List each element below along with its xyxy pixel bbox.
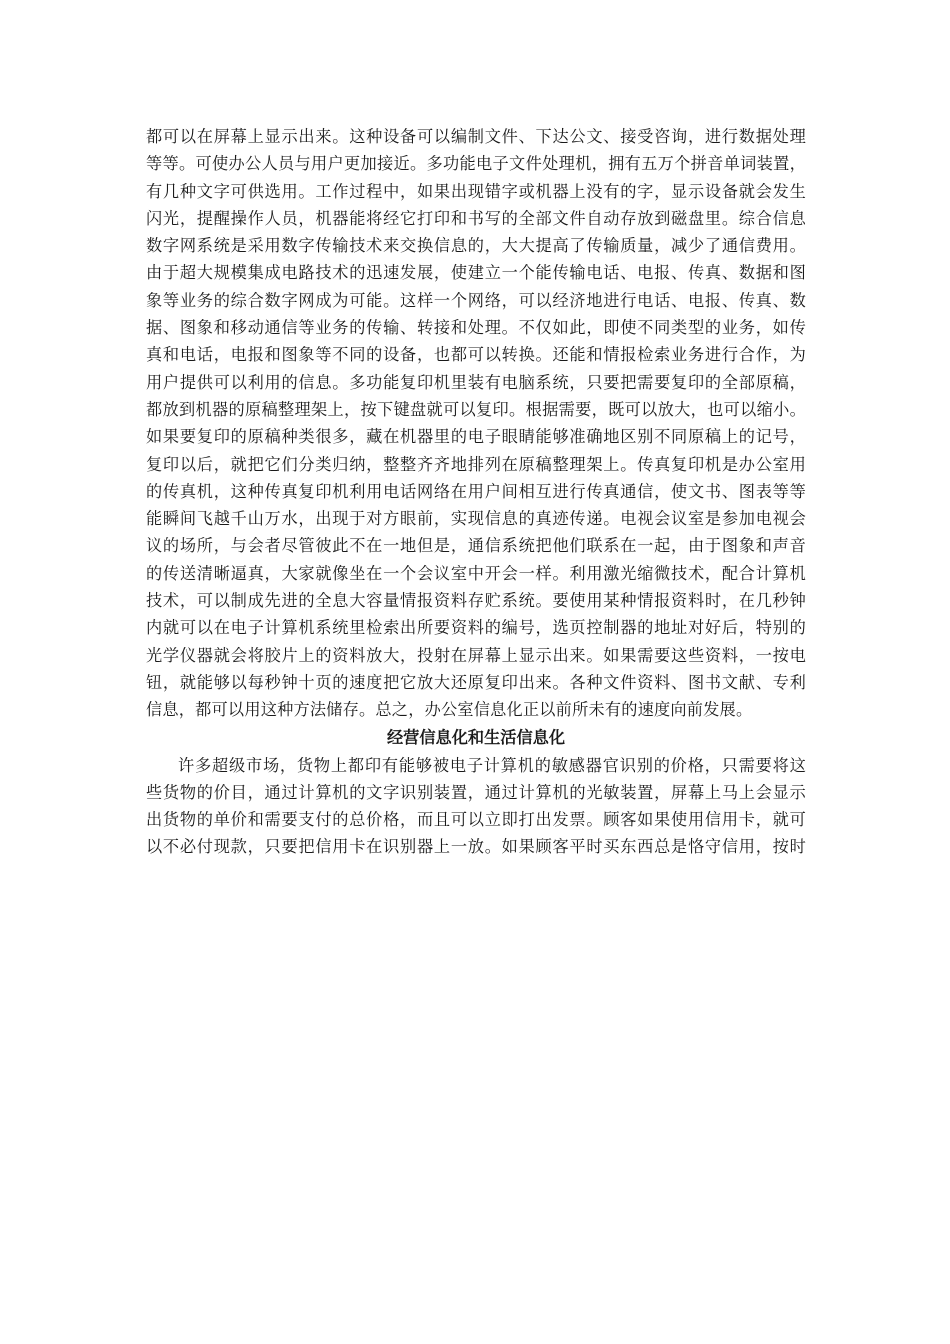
text-line: 内就可以在电子计算机系统里检索出所要资料的编号，选页控制器的地址对好后，特别的 <box>146 618 806 638</box>
text-line: 光学仪器就会将胶片上的资料放大，投射在屏幕上显示出来。如果需要这些资料，一按电 <box>146 645 806 665</box>
text-line: 复印以后，就把它们分类归纳，整整齐齐地排列在原稿整理架上。传真复印机是办公室用 <box>146 454 806 474</box>
text-line: 象等业务的综合数字网成为可能。这样一个网络，可以经济地进行电话、电报、传真、数 <box>146 290 806 310</box>
text-line: 数字网系统是采用数字传输技术来交换信息的，大大提高了传输质量，减少了通信费用。 <box>146 236 806 256</box>
text-line: 信息，都可以用这种方法储存。总之，办公室信息化正以前所未有的速度向前发展。 <box>146 700 753 720</box>
text-line: 用户提供可以利用的信息。多功能复印机里装有电脑系统，只要把需要复印的全部原稿， <box>146 372 806 392</box>
text-line: 钮，就能够以每秒钟十页的速度把它放大还原复印出来。各种文件资料、图书文献、专利 <box>146 672 806 692</box>
document-page <box>146 123 806 861</box>
text-line: 许多超级市场，货物上都印有能够被电子计算机的敏感器官识别的价格，只需要将这 <box>178 755 806 775</box>
section-heading: 经营信息化和生活信息化 <box>386 727 566 747</box>
text-line: 如果要复印的原稿种类很多，藏在机器里的电子眼睛能够准确地区别不同原稿上的记号， <box>146 427 806 447</box>
text-line: 些货物的价目，通过计算机的文字识别装置，通过计算机的光敏装置，屏幕上马上会显示 <box>146 782 806 802</box>
text-line: 技术，可以制成先进的全息大容量情报资料存贮系统。要使用某种情报资料时，在几秒钟 <box>146 591 806 611</box>
text-line: 由于超大规模集成电路技术的迅速发展，使建立一个能传输电话、电报、传真、数据和图 <box>146 263 806 283</box>
text-line: 据、图象和移动通信等业务的传输、转接和处理。不仅如此，即使不同类型的业务，如传 <box>146 318 806 338</box>
text-line: 真和电话，电报和图象等不同的设备，也都可以转换。还能和情报检索业务进行合作，为 <box>146 345 806 365</box>
text-line: 能瞬间飞越千山万水，出现于对方眼前，实现信息的真迹传递。电视会议室是参加电视会 <box>146 509 806 529</box>
paragraph-office-informatization <box>146 123 806 724</box>
text-line: 都放到机器的原稿整理架上，按下键盘就可以复印。根据需要，既可以放大，也可以缩小。 <box>146 399 806 419</box>
text-line: 出货物的单价和需要支付的总价格，而且可以立即打出发票。顾客如果使用信用卡，就可 <box>146 810 806 830</box>
text-line: 闪光，提醒操作人员，机器能将经它打印和书写的全部文件自动存放到磁盘里。综合信息 <box>146 208 806 228</box>
paragraph-business-informatization <box>146 752 806 861</box>
text-line: 以不必付现款，只要把信用卡在识别器上一放。如果顾客平时买东西总是恪守信用，按时 <box>146 837 806 857</box>
text-line: 都可以在屏幕上显示出来。这种设备可以编制文件、下达公文、接受咨询，进行数据处理 <box>146 127 806 146</box>
text-line: 议的场所，与会者尽管彼此不在一地但是，通信系统把他们联系在一起，由于图象和声音 <box>146 536 806 556</box>
text-line: 的传真机，这种传真复印机利用电话网络在用户间相互进行传真通信，使文书、图表等等 <box>146 481 806 501</box>
text-line: 等等。可使办公人员与用户更加接近。多功能电子文件处理机，拥有五万个拼音单词装置， <box>146 154 806 174</box>
text-line: 的传送清晰逼真，大家就像坐在一个会议室中开会一样。利用激光缩微技术，配合计算机 <box>146 563 806 583</box>
text-line: 有几种文字可供选用。工作过程中，如果出现错字或机器上没有的字，显示设备就会发生 <box>146 181 806 201</box>
